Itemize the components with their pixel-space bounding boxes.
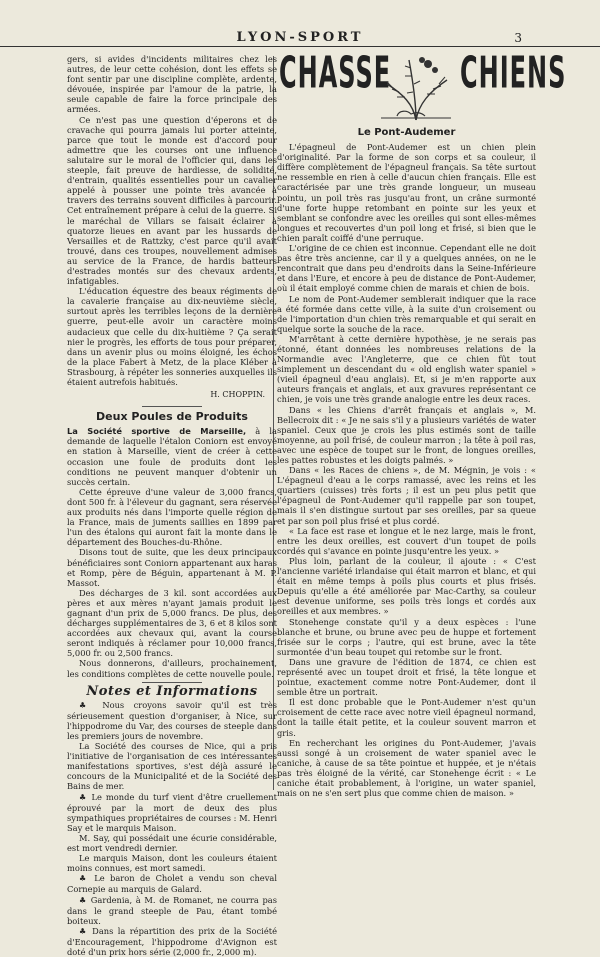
banner-word-chiens: CHIENS (460, 47, 567, 99)
dog-article-paragraph: Il est donc probable que le Pont-Audemer n'est qu'un croisement de cette race avec notre vieil épagneul normand, dont la taille était petite, et la couleur souvent marron et gris. (277, 697, 536, 738)
dog-article-paragraph: Plus loin, parlant de la couleur, il ajoute : « C'est l'ancienne variété irlandaise qui était marron et blanc, et qui était en même temps à poils plus courts et plus frisés. Depuis qu'elle a été améliorée par Mac-Carthy, sa couleur est devenue uniforme, ses poils très longs et cordés aux oreilles et aux membres. » (277, 555, 536, 617)
banner-word-chasse: CHASSE (279, 47, 392, 99)
article2-title: Deux Poules de Produits (96, 410, 248, 424)
right-column (277, 47, 567, 799)
fleuron-icon: ♣ (79, 926, 93, 936)
fleuron-icon: ♣ (79, 700, 103, 710)
note-item: ♣ Dans la répartition des prix de la Société d'Encouragement, l'hippodrome d'Avignon est doté d'un prix hors série (2,000 fr., 2,000 m). (67, 925, 277, 957)
article1-paragraph: gers, si avides d'incidents militaires chez les autres, de leur cette cohésion, dont les effets se font sentir par une discipline complète, ardente, dévouée, inspirée par l'amour de la patrie, la seule capable de faire la force principale des armées. (67, 54, 277, 115)
dog-article-paragraph: Dans « les Chiens d'arrêt français et anglais », M. Bellecroix dit : « Je ne sais s'il y a plusieurs variétés de water spaniel. Ceux que je crois les plus estimés sont de taille moyenne, au poil frisé, de couleur marron ; la tête à poil ras, avec une espèce de toupet sur le front, de longues oreilles, les pattes robustes et les doigts palmés. » (277, 404, 536, 465)
note-item: ♣ Le monde du turf vient d'être cruellement éprouvé par la mort de deux des plus sympathiques propriétaires de courses : M. Henri Say et le marquis Maison. (67, 791, 277, 833)
left-column (67, 54, 277, 957)
note-item: La Société des courses de Nice, qui a pris l'initiative de l'organisation de ces intéressantes manifestations sportives, s'est déjà assuré le concours de la Municipalité et de la Société des Bains de mer. (67, 741, 277, 792)
note-item: M. Say, qui possédait une écurie considérable, est mort vendredi dernier. (67, 832, 277, 854)
article1-paragraph: L'éducation équestre des beaux régiments de la cavalerie française au dix-neuvième siècle, surtout après les terribles leçons de la dernière guerre, peut-elle avoir un caractère moins audacieux que celle du dix-huitième ? Ça serait nier le progrès, les efforts de tous pour préparer, dans un avenir plus ou moins éloigné, les échos de la place Fabert à Metz, de la place Kléber à Strasbourg, à répéter les sonneries auxquelles ils étaient autrefois habitués. (67, 286, 277, 387)
dog-article-paragraph: L'origine de ce chien est inconnue. Cependant elle ne doit pas être très ancienne, car il y a quelques années, on ne le rencontrait que dans peu d'endroits dans la Seine-Inférieure et dans l'Eure, et encore à peu de distance de Pont-Audemer, où il était employé comme chien de marais et chien de bois. (277, 243, 536, 294)
separator-rule (142, 406, 202, 407)
separator-rule (142, 682, 202, 683)
article2-lead: La Société sportive de Marseille, (67, 426, 247, 437)
article1-signature: H. CHOPPIN. (210, 390, 265, 400)
dog-article-paragraph: Dans « les Races de chiens », de M. Mégnin, je vois : « L'épagneul d'eau a le corps ramassé, avec les reins et les quartiers (cuisses) très forts ; il est un peu plus petit que l'épagneul de Pont-Audemer qu'il rappelle par son toupet, mais il s'en distingue surtout par ses oreilles, par sa queue et par son poil plus frisé et plus cordé. (277, 465, 536, 526)
dog-article-paragraph: « La face est rase et longue et le nez large, mais le front, entre les deux oreilles, est couvert d'un toupet de poils cordés qui s'avance en pointe jusqu'entre les yeux. » (277, 525, 536, 556)
article-subtitle: Le Pont-Audemer (357, 127, 456, 138)
article2-paragraph: Nous donnerons, d'ailleurs, prochainement, les conditions complètes de cette nouvelle poule. (67, 658, 277, 679)
article2-first-text: à la demande de laquelle l'étalon Coniorn est envoyé en station à Marseille, vient de créer à cette occasion une foule de produits dont les conditions ne peuvent manquer d'obtenir un succès certain. (67, 426, 277, 487)
dog-article-paragraph: M'arrêtant à cette dernière hypothèse, je ne serais pas étonné, étant données les nombreuses relations de la Normandie avec l'Angleterre, que ce chien fût tout simplement un descendant du « old english water spaniel » (vieil épagneul d'eau anglais). Et, si je m'en rapporte aux auteurs français et anglais, et aux gravures représentant ce chien, je vois une très grande analogie entre les deux races. (277, 333, 536, 405)
dog-article-paragraph: En recherchant les origines du Pont-Audemer, j'avais aussi songé à un croisement de water spaniel avec le caniche, à cause de sa tête pointue et huppée, et je n'étais pas très éloigné de la vérité, car Stonehenge écrit : « Le caniche était probablement, à l'origine, un water spaniel, mais on ne s'en sert plus que comme chien de maison. » (277, 737, 536, 799)
chasse-chiens-banner (277, 47, 567, 126)
article2-paragraph: Disons tout de suite, que les deux principaux bénéficiaires sont Coniorn appartenant aux haras et Romp, père de Béguin, appartenant à M. P. Massot. (67, 547, 277, 588)
article1-paragraph: Ce n'est pas une question d'éperons et de cravache qui pourra jamais lui porter atteinte, parce que tout le monde est d'accord pour admettre que les courses ont une influence salutaire sur le moral de l'officier qui, dans les steeple, fait preuve de hardiesse, de solidité, d'entrain, qualités essentielles pour un cavalier appelé à pousser une pointe très avancée à travers des terrains souvent difficiles à parcourir. Cet entraînement prépare à celui de la guerre. Si le maréchal de Villars se faisait éclairer à quatorze lieues en avant par les hussards de Versailles et de Rattzky, c'est parce qu'il avait trouvé, dans ces troupes, nouvellement admises au service de la France, de hardis batteurs d'estrades montés sur des chevaux ardents, infatigables. (67, 114, 277, 287)
fern-dog-illustration-icon (373, 54, 459, 124)
dog-article-paragraph: Le nom de Pont-Audemer semblerait indiquer que la race a été formée dans cette ville, à la suite d'un croisement ou de l'importation d'un chien très remarquable et qui serait en quelque sorte la souche de la race. (277, 293, 536, 334)
page-number: 3 (514, 31, 522, 45)
fleuron-icon: ♣ (79, 895, 91, 905)
article2-paragraph: Cette épreuve d'une valeur de 3,000 francs, dont 500 fr. à l'éleveur du gagnant, sera réservée aux produits nés dans l'importe quelle région de la France, mais de juments saillies en 1899 par l'un des étalons qui auront fait la monte dans le département des Bouches-du-Rhône. (67, 486, 277, 548)
article2-paragraph (67, 426, 277, 487)
page-header (0, 26, 600, 47)
article2-paragraph: Des décharges de 3 kil. sont accordées aux pères et aux mères n'ayant jamais produit le gagnant d'un prix de 5,000 francs. De plus, des décharges supplémentaires de 3, 6 et 8 kilos sont accordées aux chevaux qui, avant la course seront indiqués à réclamer pour 10,000 francs, 5,000 fr. ou 2,500 francs. (67, 587, 277, 659)
journal-title: LYON-SPORT (236, 30, 364, 45)
note-item: ♣ Le baron de Cholet a vendu son cheval Cornepie au marquis de Galard. (67, 873, 278, 895)
note-item: Le marquis Maison, dont les couleurs étaient moins connues, est mort samedi. (67, 853, 277, 874)
note-item: ♣ Nous croyons savoir qu'il est très sérieusement question d'organiser, à Nice, sur l'hippodrome du Var, des courses de steeple dans les premiers jours de novembre. (67, 699, 278, 741)
article3-title: Notes et Informations (86, 683, 258, 699)
dog-article-paragraph: Stonehenge constate qu'il y a deux espèces : l'une blanche et brune, ou brune avec peu de huppe et fortement frisée sur le corps ; l'autre, qui est brune, avec la tête surmontée d'un beau toupet qui retombe sur le front. (277, 616, 536, 657)
fleuron-icon: ♣ (79, 792, 92, 802)
fleuron-icon: ♣ (79, 874, 95, 884)
dog-article-paragraph: Dans une gravure de l'édition de 1874, ce chien est représenté avec un toupet droit et frisé, la tête longue et pointue, exactement comme notre Pont-Audemer, dont il semble être un portrait. (277, 656, 536, 698)
dog-article-paragraph: L'épagneul de Pont-Audemer est un chien plein d'originalité. Par la forme de son corps et sa couleur, il diffère complètement de l'épagneul français. Sa tête surtout ne ressemble en rien à celle d'aucun chien français. Elle est caractérisée par une très grande longueur, un museau pointu, un poil très ras jusqu'au front, un crâne surmonté d'une forte huppe retombant en pointe sur les yeux et semblant se confondre avec les oreilles qui sont elles-mêmes longues et recouvertes d'un poil long et frisé, si bien que le chien paraît coiffé d'une perruque. (277, 142, 536, 243)
note-item: ♣ Gardenia, à M. de Romanet, ne courra pas dans le grand steeple de Pau, étant tombé boiteux. (67, 894, 277, 926)
